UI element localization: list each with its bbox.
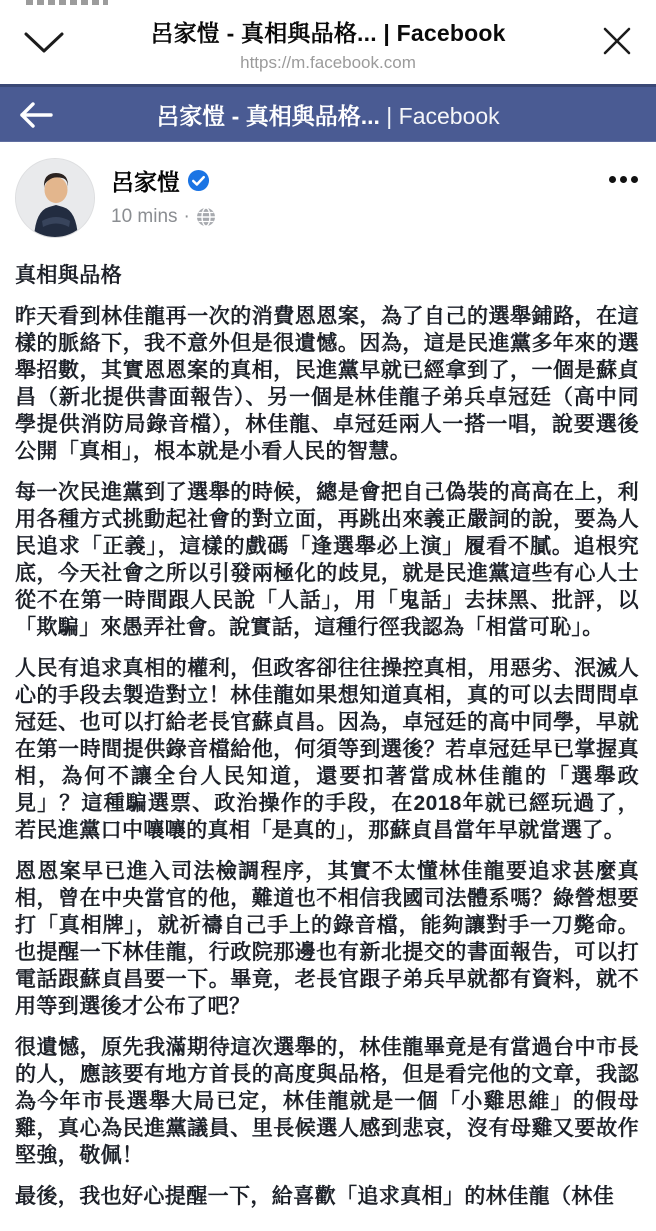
globe-icon <box>196 207 216 227</box>
browser-title-block <box>150 11 505 73</box>
author-name[interactable]: 呂家愷 <box>111 169 180 195</box>
post-paragraph-clipped: 最後，我也好心提醒一下，給喜歡「追求真相」的林佳龍（林佳 <box>15 1185 615 1208</box>
post-paragraph: 人民有追求真相的權利，但政客卻往往操控真相，用惡劣、泯滅人心的手段去製造對立！林佳龍如果想知道真相，真的可以去問問卓冠廷、也可以打給老長官蘇貞昌。因為，卓冠廷的高中同學，早就在第一時間提供錄音檔給他，何須等到選後？若卓冠廷早已掌握真相，為何不讓全台人民知道，還要扣著當成林佳龍的「選舉政見」？這種騙選票、政治操作的手段，在2018年就已經玩過了，若民進黨口中嚷嚷的真相「是真的」，那蘇貞昌當年早就當選了。 <box>15 657 639 842</box>
more-options-button[interactable] <box>609 176 638 183</box>
browser-bar <box>0 0 656 84</box>
post-paragraph: 很遺憾，原先我滿期待這次選舉的，林佳龍畢竟是有當過台中市長的人，應該要有地方首長的高度與品格，但是看完他的文章，我認為今年市長選舉大局已定，林佳龍就是一個「小雞思維」的假母雞，真心為民進黨議員、里長候選人感到悲哀，沒有母雞又要故作堅強，敬佩！ <box>15 1036 639 1167</box>
post-paragraph: 昨天看到林佳龍再一次的消費恩恩案，為了自己的選舉鋪路，在這樣的脈絡下，我不意外但是很遺憾。因為，這是民進黨多年來的選舉招數，其實恩恩案的真相，民進黨早就已經拿到了，一個是蘇貞昌（新北提供書面報告）、另一個是林佳龍子弟兵卓冠廷（高中同學提供消防局錄音檔），林佳龍、卓冠廷兩人一搭一唱，說要選後公開「真相」，根本就是小看人民的智慧。 <box>15 305 639 463</box>
facebook-post <box>0 142 656 1210</box>
post-timestamp-row <box>111 206 216 228</box>
facebook-page-title-main: 呂家愷 - 真相與品格... <box>156 103 380 129</box>
browser-url: https://m.facebook.com <box>240 53 416 72</box>
dot-separator: · <box>183 206 190 227</box>
facebook-page-title-suffix: | Facebook <box>379 103 500 129</box>
facebook-page-title <box>156 98 499 131</box>
post-title: 真相與品格 <box>15 264 122 287</box>
close-icon <box>600 24 634 58</box>
facebook-header <box>0 84 656 142</box>
clipped-text-fragment <box>26 0 108 5</box>
avatar[interactable] <box>15 158 95 238</box>
verified-badge-icon <box>187 169 210 192</box>
minimize-browser-button[interactable] <box>22 28 66 56</box>
post-paragraph: 恩恩案早已進入司法檢調程序，其實不太懂林佳龍要追求甚麼真相，曾在中央當官的他，難道也不相信我國司法體系嗎？綠營想要打「真相牌」，就祈禱自己手上的錄音檔，能夠讓對手一刀斃命。也提醒一下林佳龍，行政院那邊也有新北提交的書面報告，可以打電話跟蘇貞昌要一下。畢竟，老長官跟子弟兵早就都有資料，就不用等到選後才公布了吧？ <box>15 860 639 1018</box>
chevron-down-icon <box>22 28 66 56</box>
post-body <box>0 238 656 1210</box>
post-paragraph: 每一次民進黨到了選舉的時候，總是會把自己偽裝的高高在上，利用各種方式挑動起社會的對立面，再跳出來義正嚴詞的說，要為人民追求「正義」，這樣的戲碼「逢選舉必上演」履看不膩。追根究底，今天社會之所以引發兩極化的歧見，就是民進黨這些有心人士從不在第一時間跟人民說「人話」，用「鬼話」去抹黑、批評，以「欺騙」來愚弄社會。說實話，這種行徑我認為「相當可恥」。 <box>15 481 639 639</box>
post-timestamp: 10 mins <box>111 206 178 227</box>
ellipsis-icon <box>609 176 616 183</box>
close-browser-button[interactable] <box>600 24 634 58</box>
post-header <box>0 142 656 238</box>
profile-photo <box>16 159 95 238</box>
browser-page-title: 呂家愷 - 真相與品格... | Facebook <box>150 20 506 46</box>
arrow-left-icon <box>18 101 54 129</box>
back-button[interactable] <box>18 101 54 129</box>
post-meta <box>111 158 216 238</box>
